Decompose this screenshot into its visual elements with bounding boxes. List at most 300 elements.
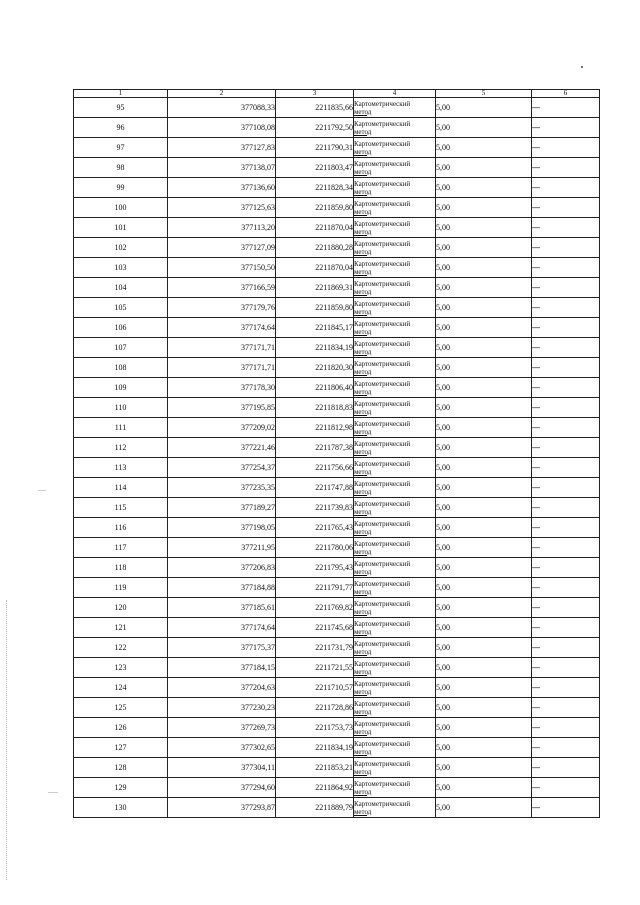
point-number-cell: 111 — [74, 418, 168, 438]
y-coordinate-cell: 2211747,88 — [276, 478, 354, 498]
point-number-cell: 108 — [74, 358, 168, 378]
table-row — [74, 438, 600, 458]
x-coordinate-cell: 377178,30 — [168, 378, 276, 398]
method-cell — [354, 638, 436, 658]
table-row — [74, 758, 600, 778]
table-row — [74, 738, 600, 758]
method-cell — [354, 518, 436, 538]
x-coordinate-cell: 377171,71 — [168, 338, 276, 358]
method-line-2: метод — [354, 347, 372, 356]
method-cell — [354, 158, 436, 178]
y-coordinate-cell: 2211864,92 — [276, 778, 354, 798]
method-line-2: метод — [354, 167, 372, 176]
method-line-1: Картометрический — [354, 219, 411, 228]
point-number-cell: 101 — [74, 218, 168, 238]
description-cell: — — [532, 438, 600, 458]
x-coordinate-cell: 377174,64 — [168, 618, 276, 638]
method-cell — [354, 238, 436, 258]
point-number-cell: 124 — [74, 678, 168, 698]
point-number-cell: 122 — [74, 638, 168, 658]
x-coordinate-cell: 377174,64 — [168, 318, 276, 338]
method-line-1: Картометрический — [354, 679, 411, 688]
method-cell — [354, 718, 436, 738]
description-cell: — — [532, 578, 600, 598]
method-line-2: метод — [354, 687, 372, 696]
method-line-2: метод — [354, 527, 372, 536]
point-number-cell: 96 — [74, 118, 168, 138]
accuracy-cell: 5,00 — [436, 198, 532, 218]
column-header: 5 — [436, 90, 532, 98]
accuracy-cell: 5,00 — [436, 578, 532, 598]
x-coordinate-cell: 377136,60 — [168, 178, 276, 198]
method-cell — [354, 98, 436, 118]
method-line-1: Картометрический — [354, 259, 411, 268]
y-coordinate-cell: 2211870,04 — [276, 218, 354, 238]
y-coordinate-cell: 2211739,83 — [276, 498, 354, 518]
method-cell — [354, 678, 436, 698]
x-coordinate-cell: 377184,15 — [168, 658, 276, 678]
method-line-1: Картометрический — [354, 159, 411, 168]
method-line-2: метод — [354, 647, 372, 656]
y-coordinate-cell: 2211790,31 — [276, 138, 354, 158]
description-cell: — — [532, 678, 600, 698]
x-coordinate-cell: 377150,50 — [168, 258, 276, 278]
description-cell: — — [532, 598, 600, 618]
method-line-1: Картометрический — [354, 119, 411, 128]
method-cell — [354, 378, 436, 398]
table-row — [74, 398, 600, 418]
table-row — [74, 158, 600, 178]
description-cell: — — [532, 338, 600, 358]
accuracy-cell: 5,00 — [436, 738, 532, 758]
point-number-cell: 98 — [74, 158, 168, 178]
x-coordinate-cell: 377304,11 — [168, 758, 276, 778]
y-coordinate-cell: 2211870,04 — [276, 258, 354, 278]
method-cell — [354, 558, 436, 578]
y-coordinate-cell: 2211753,73 — [276, 718, 354, 738]
method-cell — [354, 358, 436, 378]
x-coordinate-cell: 377198,05 — [168, 518, 276, 538]
y-coordinate-cell: 2211780,06 — [276, 538, 354, 558]
table-row — [74, 178, 600, 198]
method-line-1: Картометрический — [354, 459, 411, 468]
x-coordinate-cell: 377254,37 — [168, 458, 276, 478]
accuracy-cell: 5,00 — [436, 218, 532, 238]
method-line-2: метод — [354, 587, 372, 596]
y-coordinate-cell: 2211803,47 — [276, 158, 354, 178]
method-line-1: Картометрический — [354, 419, 411, 428]
y-coordinate-cell: 2211834,19 — [276, 738, 354, 758]
point-number-cell: 128 — [74, 758, 168, 778]
y-coordinate-cell: 2211889,79 — [276, 798, 354, 818]
accuracy-cell: 5,00 — [436, 158, 532, 178]
method-line-2: метод — [354, 807, 372, 816]
point-number-cell: 130 — [74, 798, 168, 818]
x-coordinate-cell: 377230,23 — [168, 698, 276, 718]
method-cell — [354, 798, 436, 818]
column-header: 1 — [74, 90, 168, 98]
y-coordinate-cell: 2211880,28 — [276, 238, 354, 258]
y-coordinate-cell: 2211818,83 — [276, 398, 354, 418]
accuracy-cell: 5,00 — [436, 138, 532, 158]
y-coordinate-cell: 2211765,43 — [276, 518, 354, 538]
table-row — [74, 798, 600, 818]
method-cell — [354, 658, 436, 678]
point-number-cell: 110 — [74, 398, 168, 418]
method-cell — [354, 338, 436, 358]
point-number-cell: 120 — [74, 598, 168, 618]
method-line-2: метод — [354, 427, 372, 436]
y-coordinate-cell: 2211835,66 — [276, 98, 354, 118]
method-cell — [354, 318, 436, 338]
x-coordinate-cell: 377108,08 — [168, 118, 276, 138]
table-row — [74, 558, 600, 578]
method-cell — [354, 738, 436, 758]
method-line-1: Картометрический — [354, 359, 411, 368]
method-line-1: Картометрический — [354, 379, 411, 388]
description-cell: — — [532, 538, 600, 558]
method-cell — [354, 758, 436, 778]
table-row — [74, 518, 600, 538]
point-number-cell: 109 — [74, 378, 168, 398]
method-cell — [354, 438, 436, 458]
method-line-1: Картометрический — [354, 699, 411, 708]
method-line-1: Картометрический — [354, 319, 411, 328]
point-number-cell: 102 — [74, 238, 168, 258]
method-line-2: метод — [354, 467, 372, 476]
table-row — [74, 258, 600, 278]
method-line-1: Картометрический — [354, 539, 411, 548]
method-cell — [354, 118, 436, 138]
table-row — [74, 538, 600, 558]
method-line-2: метод — [354, 387, 372, 396]
method-line-1: Картометрический — [354, 519, 411, 528]
y-coordinate-cell: 2211756,66 — [276, 458, 354, 478]
description-cell: — — [532, 278, 600, 298]
point-number-cell: 103 — [74, 258, 168, 278]
method-cell — [354, 398, 436, 418]
scan-margin-mark — [48, 792, 58, 793]
description-cell: — — [532, 98, 600, 118]
x-coordinate-cell: 377209,02 — [168, 418, 276, 438]
table-row — [74, 298, 600, 318]
y-coordinate-cell: 2211787,38 — [276, 438, 354, 458]
accuracy-cell: 5,00 — [436, 418, 532, 438]
table-row — [74, 698, 600, 718]
accuracy-cell: 5,00 — [436, 258, 532, 278]
accuracy-cell: 5,00 — [436, 238, 532, 258]
method-line-1: Картометрический — [354, 439, 411, 448]
table-row — [74, 218, 600, 238]
x-coordinate-cell: 377221,46 — [168, 438, 276, 458]
y-coordinate-cell: 2211806,40 — [276, 378, 354, 398]
method-line-2: метод — [354, 567, 372, 576]
method-line-2: метод — [354, 327, 372, 336]
table-row — [74, 618, 600, 638]
accuracy-cell: 5,00 — [436, 658, 532, 678]
x-coordinate-cell: 377166,59 — [168, 278, 276, 298]
accuracy-cell: 5,00 — [436, 538, 532, 558]
y-coordinate-cell: 2211791,77 — [276, 578, 354, 598]
accuracy-cell: 5,00 — [436, 698, 532, 718]
x-coordinate-cell: 377235,35 — [168, 478, 276, 498]
x-coordinate-cell: 377302,65 — [168, 738, 276, 758]
table-row — [74, 118, 600, 138]
method-line-2: метод — [354, 247, 372, 256]
y-coordinate-cell: 2211769,82 — [276, 598, 354, 618]
point-number-cell: 119 — [74, 578, 168, 598]
description-cell: — — [532, 118, 600, 138]
accuracy-cell: 5,00 — [436, 478, 532, 498]
description-cell: — — [532, 498, 600, 518]
description-cell: — — [532, 698, 600, 718]
y-coordinate-cell: 2211792,50 — [276, 118, 354, 138]
method-line-2: метод — [354, 727, 372, 736]
point-number-cell: 125 — [74, 698, 168, 718]
accuracy-cell: 5,00 — [436, 378, 532, 398]
point-number-cell: 118 — [74, 558, 168, 578]
method-line-2: метод — [354, 487, 372, 496]
method-cell — [354, 478, 436, 498]
scan-speck — [581, 66, 583, 68]
accuracy-cell: 5,00 — [436, 518, 532, 538]
point-number-cell: 129 — [74, 778, 168, 798]
description-cell: — — [532, 178, 600, 198]
method-cell — [354, 498, 436, 518]
method-line-1: Картометрический — [354, 179, 411, 188]
table-row — [74, 478, 600, 498]
point-number-cell: 105 — [74, 298, 168, 318]
method-line-2: метод — [354, 207, 372, 216]
accuracy-cell: 5,00 — [436, 498, 532, 518]
description-cell: — — [532, 158, 600, 178]
method-cell — [354, 138, 436, 158]
description-cell: — — [532, 518, 600, 538]
accuracy-cell: 5,00 — [436, 798, 532, 818]
y-coordinate-cell: 2211731,79 — [276, 638, 354, 658]
y-coordinate-cell: 2211869,31 — [276, 278, 354, 298]
point-number-cell: 121 — [74, 618, 168, 638]
description-cell: — — [532, 418, 600, 438]
point-number-cell: 114 — [74, 478, 168, 498]
table-row — [74, 198, 600, 218]
y-coordinate-cell: 2211853,21 — [276, 758, 354, 778]
y-coordinate-cell: 2211728,86 — [276, 698, 354, 718]
scan-margin-dots — [6, 600, 8, 880]
accuracy-cell: 5,00 — [436, 278, 532, 298]
accuracy-cell: 5,00 — [436, 758, 532, 778]
y-coordinate-cell: 2211812,98 — [276, 418, 354, 438]
x-coordinate-cell: 377171,71 — [168, 358, 276, 378]
point-number-cell: 116 — [74, 518, 168, 538]
method-line-1: Картометрический — [354, 279, 411, 288]
accuracy-cell: 5,00 — [436, 558, 532, 578]
description-cell: — — [532, 258, 600, 278]
method-line-1: Картометрический — [354, 399, 411, 408]
method-line-2: метод — [354, 227, 372, 236]
method-line-2: метод — [354, 787, 372, 796]
y-coordinate-cell: 2211828,34 — [276, 178, 354, 198]
method-cell — [354, 278, 436, 298]
x-coordinate-cell: 377294,60 — [168, 778, 276, 798]
method-line-1: Картометрический — [354, 579, 411, 588]
description-cell: — — [532, 738, 600, 758]
method-cell — [354, 418, 436, 438]
y-coordinate-cell: 2211859,80 — [276, 298, 354, 318]
y-coordinate-cell: 2211795,43 — [276, 558, 354, 578]
description-cell: — — [532, 778, 600, 798]
x-coordinate-cell: 377127,09 — [168, 238, 276, 258]
table-row — [74, 718, 600, 738]
table-row — [74, 318, 600, 338]
method-cell — [354, 198, 436, 218]
table-row — [74, 278, 600, 298]
x-coordinate-cell: 377138,07 — [168, 158, 276, 178]
accuracy-cell: 5,00 — [436, 618, 532, 638]
x-coordinate-cell: 377269,73 — [168, 718, 276, 738]
table-row — [74, 238, 600, 258]
method-cell — [354, 578, 436, 598]
point-number-cell: 126 — [74, 718, 168, 738]
x-coordinate-cell: 377204,63 — [168, 678, 276, 698]
method-line-2: метод — [354, 147, 372, 156]
method-line-1: Картометрический — [354, 559, 411, 568]
table-row — [74, 678, 600, 698]
table-row — [74, 378, 600, 398]
x-coordinate-cell: 377211,95 — [168, 538, 276, 558]
column-header: 6 — [532, 90, 600, 98]
column-header: 2 — [168, 90, 276, 98]
table-row — [74, 598, 600, 618]
accuracy-cell: 5,00 — [436, 298, 532, 318]
x-coordinate-cell: 377175,37 — [168, 638, 276, 658]
method-line-2: метод — [354, 747, 372, 756]
method-line-2: метод — [354, 547, 372, 556]
method-line-2: метод — [354, 127, 372, 136]
point-number-cell: 117 — [74, 538, 168, 558]
x-coordinate-cell: 377088,33 — [168, 98, 276, 118]
method-line-2: метод — [354, 627, 372, 636]
accuracy-cell: 5,00 — [436, 458, 532, 478]
accuracy-cell: 5,00 — [436, 318, 532, 338]
description-cell: — — [532, 358, 600, 378]
table-row — [74, 458, 600, 478]
description-cell: — — [532, 398, 600, 418]
description-cell: — — [532, 318, 600, 338]
method-line-1: Картометрический — [354, 779, 411, 788]
method-line-1: Картометрический — [354, 479, 411, 488]
method-line-2: метод — [354, 767, 372, 776]
accuracy-cell: 5,00 — [436, 358, 532, 378]
description-cell: — — [532, 458, 600, 478]
point-number-cell: 113 — [74, 458, 168, 478]
accuracy-cell: 5,00 — [436, 338, 532, 358]
point-number-cell: 106 — [74, 318, 168, 338]
method-line-1: Картометрический — [354, 719, 411, 728]
method-cell — [354, 258, 436, 278]
x-coordinate-cell: 377195,85 — [168, 398, 276, 418]
column-header: 3 — [276, 90, 354, 98]
method-line-1: Картометрический — [354, 199, 411, 208]
accuracy-cell: 5,00 — [436, 398, 532, 418]
accuracy-cell: 5,00 — [436, 638, 532, 658]
method-line-1: Картометрический — [354, 599, 411, 608]
method-cell — [354, 538, 436, 558]
accuracy-cell: 5,00 — [436, 718, 532, 738]
x-coordinate-cell: 377113,20 — [168, 218, 276, 238]
method-line-2: метод — [354, 607, 372, 616]
accuracy-cell: 5,00 — [436, 438, 532, 458]
y-coordinate-cell: 2211820,30 — [276, 358, 354, 378]
column-header: 4 — [354, 90, 436, 98]
method-line-1: Картометрический — [354, 659, 411, 668]
method-cell — [354, 618, 436, 638]
method-line-1: Картометрический — [354, 99, 411, 108]
method-line-2: метод — [354, 407, 372, 416]
method-cell — [354, 298, 436, 318]
x-coordinate-cell: 377179,76 — [168, 298, 276, 318]
method-line-2: метод — [354, 267, 372, 276]
method-cell — [354, 178, 436, 198]
method-cell — [354, 218, 436, 238]
point-number-cell: 97 — [74, 138, 168, 158]
description-cell: — — [532, 758, 600, 778]
x-coordinate-cell: 377185,61 — [168, 598, 276, 618]
method-line-1: Картометрический — [354, 239, 411, 248]
x-coordinate-cell: 377206,83 — [168, 558, 276, 578]
method-line-1: Картометрический — [354, 499, 411, 508]
method-line-2: метод — [354, 367, 372, 376]
method-line-1: Картометрический — [354, 339, 411, 348]
description-cell: — — [532, 558, 600, 578]
point-number-cell: 107 — [74, 338, 168, 358]
point-number-cell: 127 — [74, 738, 168, 758]
accuracy-cell: 5,00 — [436, 118, 532, 138]
scan-margin-mark — [38, 490, 46, 491]
x-coordinate-cell: 377293,87 — [168, 798, 276, 818]
y-coordinate-cell: 2211721,55 — [276, 658, 354, 678]
description-cell: — — [532, 618, 600, 638]
table-header-row — [74, 90, 600, 98]
description-cell: — — [532, 378, 600, 398]
y-coordinate-cell: 2211859,80 — [276, 198, 354, 218]
table-row — [74, 498, 600, 518]
point-number-cell: 112 — [74, 438, 168, 458]
accuracy-cell: 5,00 — [436, 98, 532, 118]
table-row — [74, 638, 600, 658]
method-cell — [354, 698, 436, 718]
point-number-cell: 123 — [74, 658, 168, 678]
table-row — [74, 778, 600, 798]
method-line-2: метод — [354, 107, 372, 116]
x-coordinate-cell: 377127,83 — [168, 138, 276, 158]
y-coordinate-cell: 2211834,19 — [276, 338, 354, 358]
table-row — [74, 578, 600, 598]
method-line-2: метод — [354, 287, 372, 296]
y-coordinate-cell: 2211745,68 — [276, 618, 354, 638]
description-cell: — — [532, 218, 600, 238]
x-coordinate-cell: 377189,27 — [168, 498, 276, 518]
accuracy-cell: 5,00 — [436, 598, 532, 618]
method-line-2: метод — [354, 667, 372, 676]
description-cell: — — [532, 238, 600, 258]
method-line-1: Картометрический — [354, 299, 411, 308]
method-line-2: метод — [354, 187, 372, 196]
accuracy-cell: 5,00 — [436, 178, 532, 198]
method-line-1: Картометрический — [354, 759, 411, 768]
table-row — [74, 418, 600, 438]
description-cell: — — [532, 638, 600, 658]
